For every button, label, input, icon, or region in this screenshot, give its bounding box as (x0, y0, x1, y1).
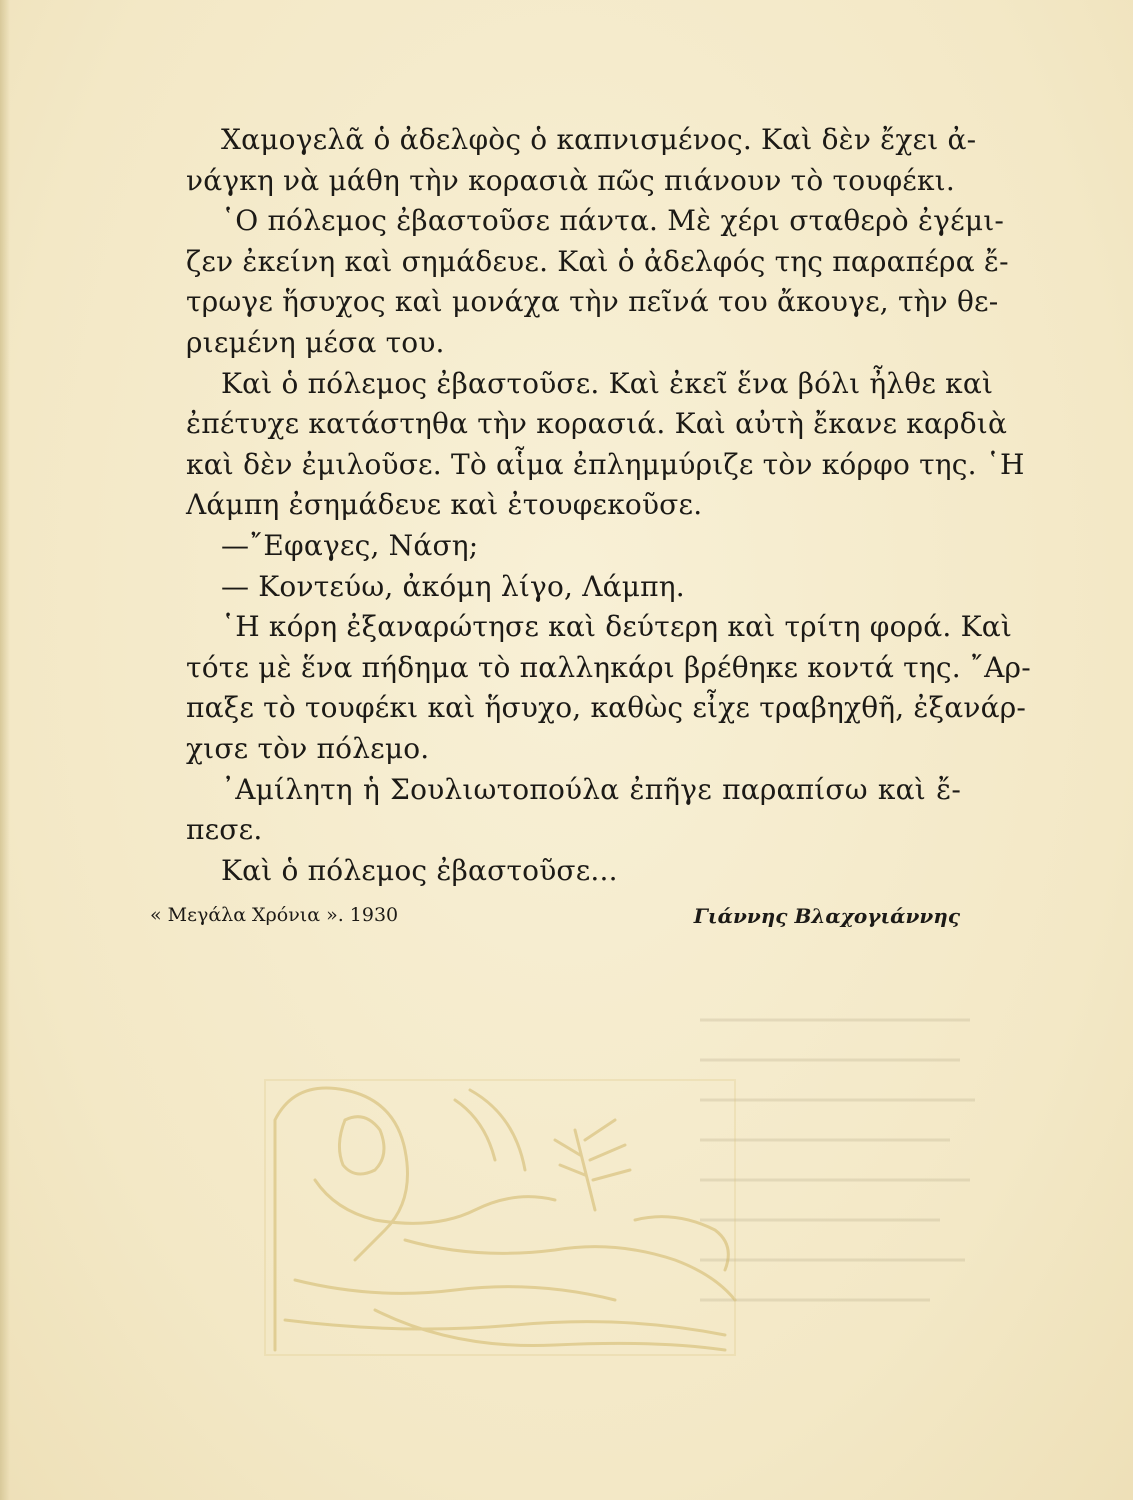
text-line: Λάμπη ἐσημάδευε καὶ ἐτουφεκοῦσε. (186, 488, 703, 522)
text-line: τότε μὲ ἕνα πήδημα τὸ παλληκάρι βρέθηκε κοντά της. ῎Αρ- (186, 650, 1031, 684)
text-line: καὶ δὲν ἐμιλοῦσε. Τὸ αἷμα ἐπλημμύριζε τὸν κόρφο της. ῾Η (186, 447, 1025, 481)
attribution (150, 902, 960, 936)
text-line: ῾Η κόρη ἐξαναρώτησε καὶ δεύτερη καὶ τρίτη φορά. Καὶ (221, 610, 1013, 644)
text-line: ριεμένη μέσα του. (186, 325, 445, 359)
text-line: ἐπέτυχε κατάστηθα τὴν κορασιά. Καὶ αὐτὴ ἔκανε καρδιὰ (186, 407, 1008, 441)
text-line: χισε τὸν πόλεμο. (186, 731, 430, 765)
text-line: Καὶ ὁ πόλεμος ἐβαστοῦσε. Καὶ ἐκεῖ ἕνα βόλι ἦλθε καὶ (221, 366, 994, 400)
text-line: Χαμογελᾶ ὁ ἀδελφὸς ὁ καπνισμένος. Καὶ δὲν ἔχει ἀ- (221, 123, 977, 156)
text-line: —῎Εφαγες, Νάση; (221, 528, 479, 562)
text-line: τρωγε ἥσυχος καὶ μονάχα τὴν πεῖνά του ἄκουγε, τὴν θε- (186, 285, 999, 319)
author-name: Γιάννης Βλαχογιάννης (693, 904, 960, 928)
page-edge-shadow (0, 0, 10, 1500)
text-line: νάγκη νὰ μάθη τὴν κορασιὰ πῶς πιάνουν τὸ τουφέκι. (186, 163, 955, 197)
text-line: ζεν ἐκείνη καὶ σημάδευε. Καὶ ὁ ἀδελφός της παραπέρα ἔ- (186, 244, 1009, 278)
source-citation: « Μεγάλα Χρόνια ». 1930 (150, 904, 399, 926)
woodcut-figure-icon (255, 1060, 745, 1360)
text-line: πεσε. (186, 813, 263, 847)
text-line: παξε τὸ τουφέκι καὶ ἥσυχο, καθὼς εἶχε τραβηχθῆ, ἐξανάρ- (186, 691, 1027, 725)
text-line: ᾿Αμίλητη ἡ Σουλιωτοπούλα ἐπῆγε παραπίσω καὶ ἔ- (221, 772, 961, 806)
text-line: — Κοντεύω, ἀκόμη λίγο, Λάμπη. (221, 569, 685, 603)
story-text (186, 120, 1031, 891)
text-line: Καὶ ὁ πόλεμος ἐβαστοῦσε... (221, 853, 618, 887)
text-line: ῾Ο πόλεμος ἐβαστοῦσε πάντα. Μὲ χέρι σταθερὸ ἐγέμι- (221, 204, 1005, 238)
